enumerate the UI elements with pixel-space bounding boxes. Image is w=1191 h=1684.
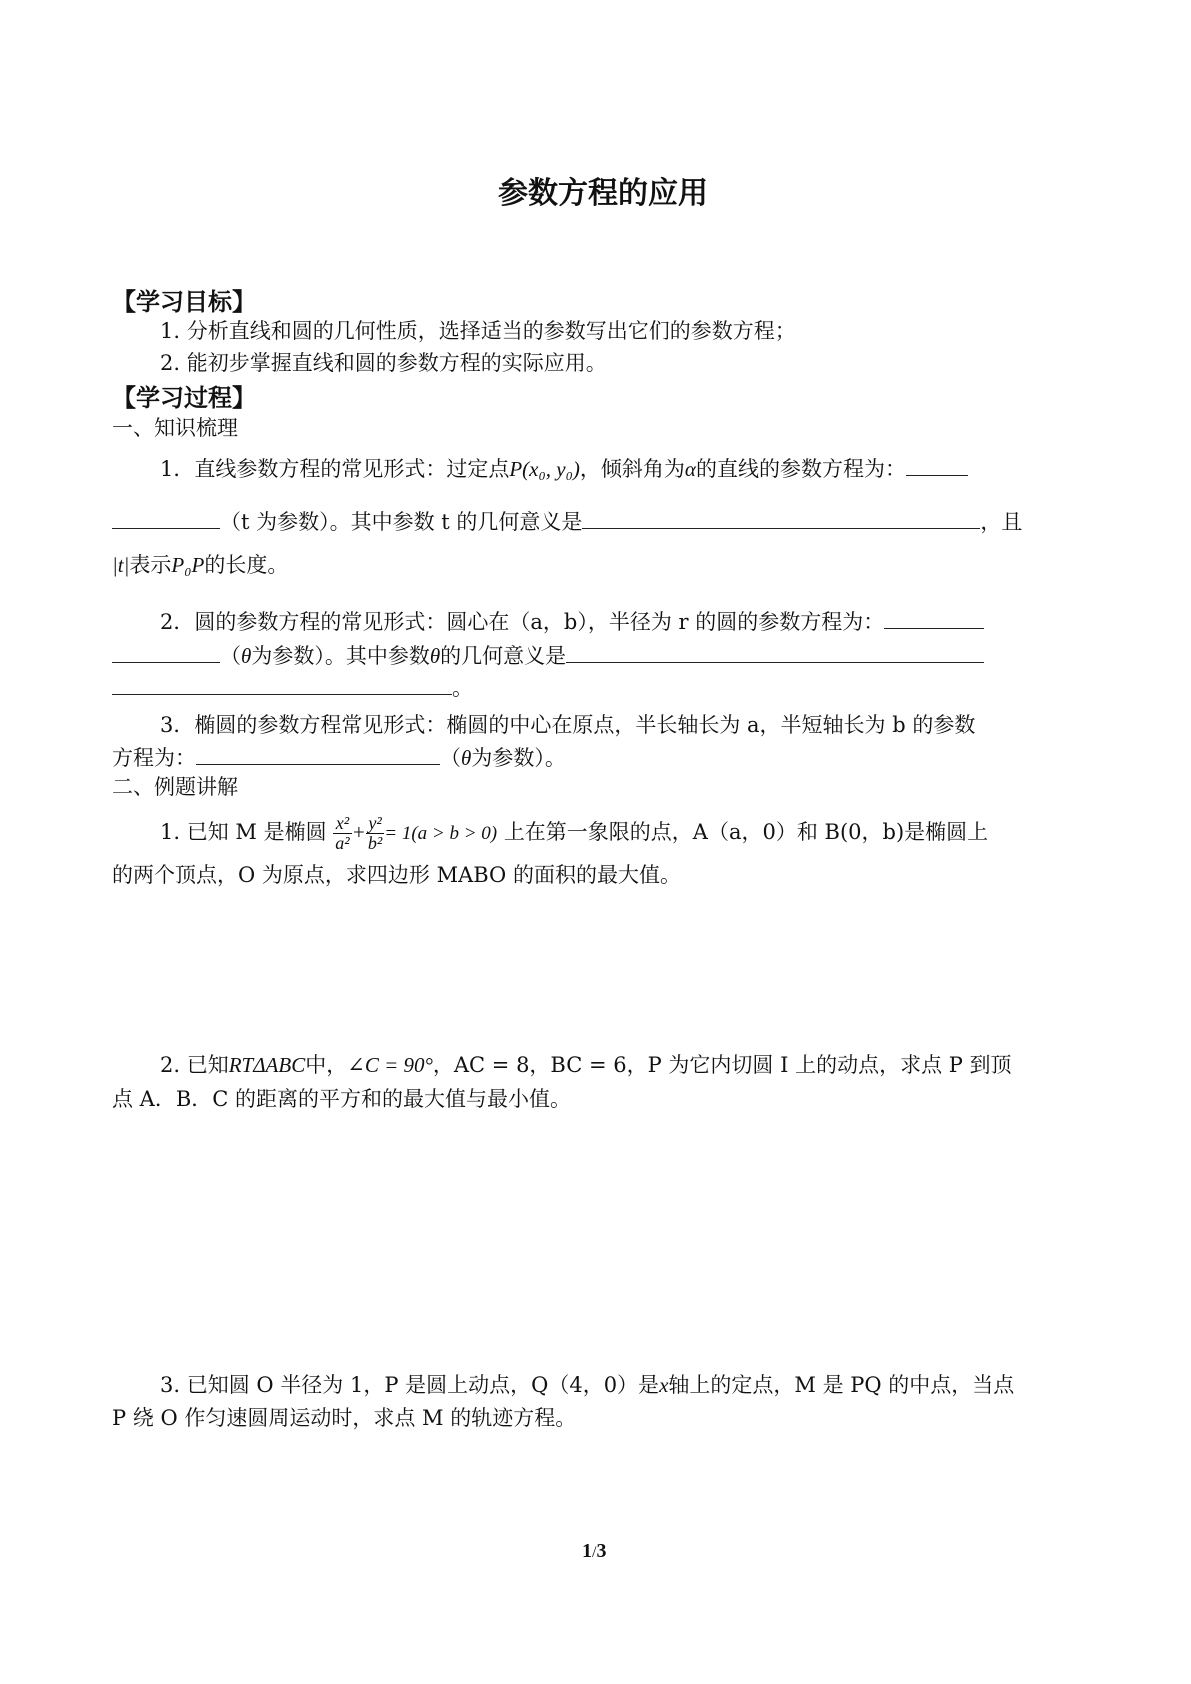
example2-line2: 点 A．B．C 的距离的平方和的最大值与最小值。 <box>112 1087 572 1111</box>
abs-t: |t| <box>112 553 130 577</box>
item2-text-c: 的几何意义是 <box>440 644 567 668</box>
item1-text-f: 表示 <box>129 553 172 577</box>
section-examples-heading: 二、例题讲解 <box>112 775 238 799</box>
theta-symbol-2: θ <box>429 644 441 668</box>
page-number <box>582 1540 606 1563</box>
item1-line1 <box>160 453 968 484</box>
page-current: 1 <box>582 1540 592 1562</box>
item2-line3 <box>112 672 473 703</box>
item1-text-c: 的直线的参数方程为： <box>695 457 906 481</box>
ex1-text-a: 1. 已知 M 是椭圆 <box>160 820 327 844</box>
triangle-abc: RTΔABC <box>228 1053 306 1077</box>
item1-text-a: 1．直线参数方程的常见形式：过定点 <box>160 457 510 481</box>
ex2-text-c: ，AC = 8，BC = 6，P 为它内切圆 I 上的动点，求点 P 到顶 <box>432 1053 1012 1077</box>
example3-line1 <box>160 1370 1014 1400</box>
goal-item-2: 2. 能初步掌握直线和圆的参数方程的实际应用。 <box>160 351 607 375</box>
blank-ellipse-equation[interactable] <box>196 742 440 765</box>
process-heading: 【学习过程】 <box>112 384 256 412</box>
point-p: P(x₀, y₀) <box>509 457 580 481</box>
blank-circle-equation-a[interactable] <box>884 606 984 629</box>
example1-line1: 1. 已知 M 是椭圆 $\frac{\text{x²}}{\text{a²}}$ + $\frac{\text{y²}}{\text{b²}}$ = 1(a > b > 0) 上在第一象限的点，A（a，0）和 B(0，b)是椭圆上 <box>160 813 989 853</box>
example2-line1 <box>160 1050 1012 1080</box>
item2-line1 <box>160 606 984 637</box>
page-separator: / <box>592 1544 597 1561</box>
section-knowledge-heading: 一、知识梳理 <box>112 416 238 440</box>
blank-theta-meaning-a[interactable] <box>566 640 984 663</box>
ex3-text-a: 3. 已知圆 O 半径为 1，P 是圆上动点，Q（4，0）是 <box>160 1373 660 1397</box>
example1-line2: 的两个顶点，O 为原点，求四边形 MABO 的面积的最大值。 <box>112 863 681 887</box>
page-title: 参数方程的应用 <box>498 176 708 211</box>
blank-circle-equation-b[interactable] <box>112 640 220 663</box>
ellipse-eq-tail: = 1(a > b > 0) <box>384 823 498 844</box>
blank-t-meaning[interactable] <box>582 506 980 529</box>
item3-line1: 3．椭圆的参数方程常见形式：椭圆的中心在原点，半长轴长为 a，半短轴长为 b 的参数 <box>160 713 976 737</box>
item3-text-b: 方程为： <box>112 746 196 770</box>
goal-item-1: 1. 分析直线和圆的几何性质，选择适当的参数写出它们的参数方程； <box>160 319 796 343</box>
blank-line-equation-b[interactable] <box>112 506 220 529</box>
goals-heading: 【学习目标】 <box>112 288 256 316</box>
angle-c: ∠C = 90° <box>347 1053 433 1077</box>
item2-text-d: 。 <box>452 676 473 700</box>
blank-line-equation-a[interactable] <box>906 453 968 476</box>
item2-line2: （θ为参数）。其中参数θ的几何意义是 <box>112 640 984 671</box>
segment-p0p: P₀P <box>171 553 205 577</box>
fraction-x2-a2: $\frac{\text{x²}}{\text{a²}}$ <box>335 813 350 853</box>
theta-symbol: θ <box>241 644 252 668</box>
item1-line2 <box>112 506 1022 537</box>
ex2-text-b: 中， <box>305 1053 348 1077</box>
ex1-text-b: 上在第一象限的点，A（a，0）和 B(0，b)是椭圆上 <box>503 820 989 844</box>
theta-symbol-3: θ <box>461 746 472 770</box>
item1-text-e: ，且 <box>980 510 1023 534</box>
item1-text-g: 的长度。 <box>204 553 289 577</box>
item2-text-a: 2．圆的参数方程的常见形式：圆心在（a，b），半径为 r 的圆的参数方程为： <box>160 610 885 634</box>
alpha-symbol: α <box>684 457 696 481</box>
blank-theta-meaning-b[interactable] <box>112 672 452 695</box>
item3-line2: 方程为： （θ为参数）。 <box>112 742 566 773</box>
item1-text-b: ，倾斜角为 <box>579 457 685 481</box>
item1-text-d: （t 为参数）。其中参数 t 的几何意义是 <box>220 510 583 534</box>
item3-text-c: 为参数）。 <box>471 746 566 770</box>
item2-text-b: 为参数）。其中参数 <box>251 644 430 668</box>
fraction-y2-b2: $\frac{\text{y²}}{\text{b²}}$ <box>367 813 383 853</box>
ex2-text-a: 2. 已知 <box>160 1053 229 1077</box>
example3-line2: P 绕 O 作匀速圆周运动时，求点 M 的轨迹方程。 <box>112 1406 577 1430</box>
x-axis-symbol: x <box>659 1373 669 1397</box>
page-total: 3 <box>596 1540 607 1562</box>
ex3-text-b: 轴上的定点，M 是 PQ 的中点，当点 <box>668 1373 1015 1397</box>
item1-line3 <box>112 550 288 580</box>
